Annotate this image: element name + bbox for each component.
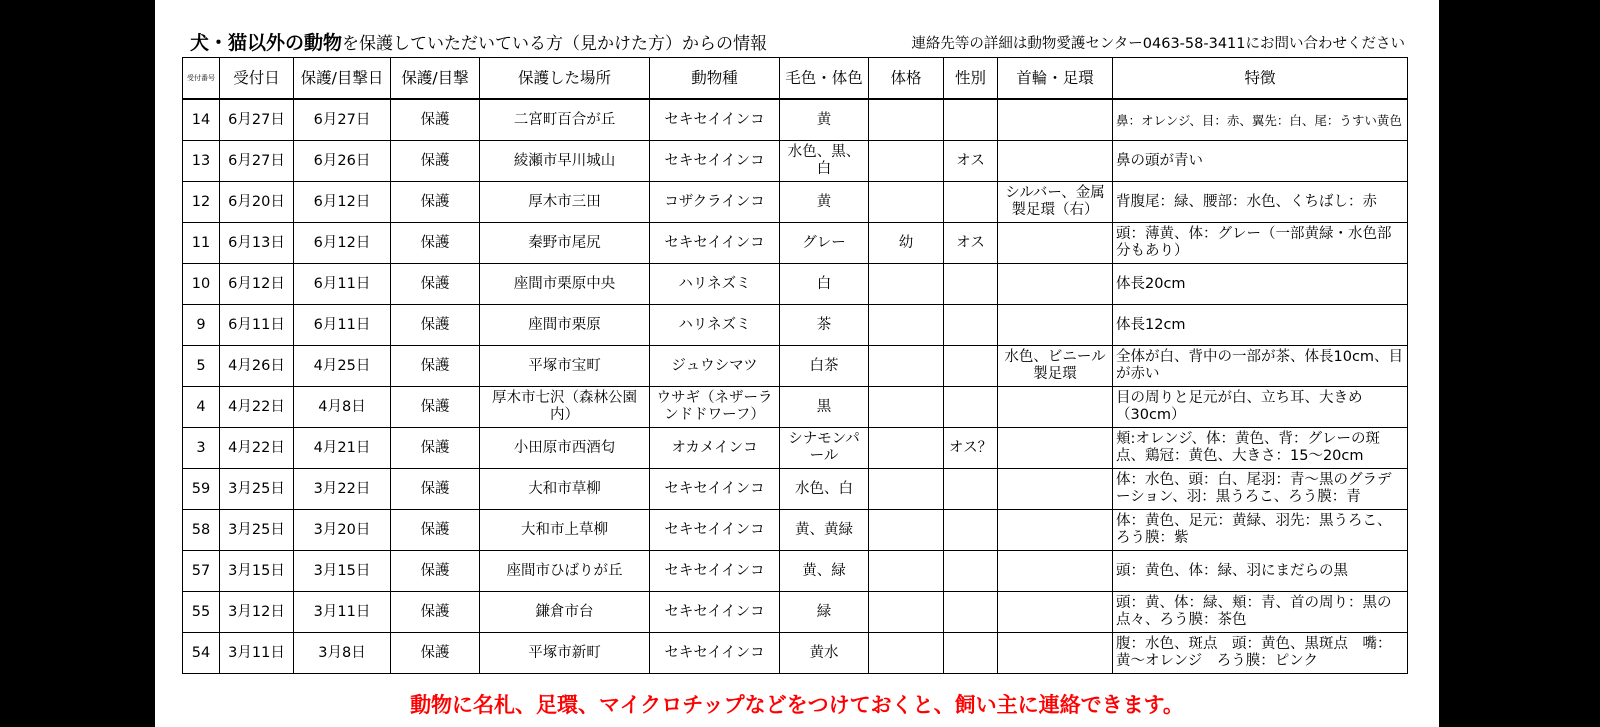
- table-cell: [944, 387, 998, 428]
- table-cell: 大和市上草柳: [480, 510, 650, 551]
- table-cell: 小田原市西酒匂: [480, 428, 650, 469]
- table-cell: 10: [183, 264, 220, 305]
- table-cell: オカメインコ: [650, 428, 780, 469]
- table-cell: [944, 510, 998, 551]
- table-cell: 3月8日: [294, 633, 391, 674]
- table-cell: シナモンパール: [780, 428, 869, 469]
- table-cell: 3月25日: [220, 469, 294, 510]
- header-cell: 保護/目撃: [391, 58, 480, 100]
- table-cell: [998, 633, 1113, 674]
- table-cell: [869, 592, 944, 633]
- table-cell: [944, 592, 998, 633]
- table-cell: 9: [183, 305, 220, 346]
- table-cell: 厚木市三田: [480, 182, 650, 223]
- table-cell: 全体が白、背中の一部が茶、体長10cm、目が赤い: [1113, 346, 1408, 387]
- table-cell: 6月27日: [220, 141, 294, 182]
- table-cell: 保護: [391, 264, 480, 305]
- table-cell: 保護: [391, 141, 480, 182]
- table-cell: セキセイインコ: [650, 510, 780, 551]
- table-row: [183, 305, 1408, 346]
- table-cell: 57: [183, 551, 220, 592]
- table-cell: 体長12cm: [1113, 305, 1408, 346]
- table-cell: [869, 551, 944, 592]
- table-cell: シルバー、金属製足環（右）: [998, 182, 1113, 223]
- table-cell: 6月12日: [294, 223, 391, 264]
- table-cell: [998, 387, 1113, 428]
- table-cell: 二宮町百合が丘: [480, 99, 650, 141]
- table-cell: 保護: [391, 592, 480, 633]
- table-cell: 4月22日: [220, 387, 294, 428]
- animal-info-table: [182, 57, 1408, 674]
- table-cell: 保護: [391, 223, 480, 264]
- table-row: [183, 633, 1408, 674]
- table-cell: 4月26日: [220, 346, 294, 387]
- table-cell: 黄: [780, 182, 869, 223]
- contact-info: 連絡先等の詳細は動物愛護センター0463-58-3411にお問い合わせください: [911, 36, 1405, 52]
- table-cell: セキセイインコ: [650, 223, 780, 264]
- table-cell: [998, 469, 1113, 510]
- table-cell: 6月12日: [294, 182, 391, 223]
- table-cell: 6月20日: [220, 182, 294, 223]
- table-cell: 6月11日: [294, 305, 391, 346]
- table-row: [183, 141, 1408, 182]
- table-cell: オス: [944, 141, 998, 182]
- document-page: [155, 0, 1439, 727]
- table-cell: [869, 305, 944, 346]
- table-cell: 6月27日: [294, 99, 391, 141]
- table-cell: [869, 633, 944, 674]
- table-cell: [944, 182, 998, 223]
- table-cell: [998, 264, 1113, 305]
- table-cell: 白: [780, 264, 869, 305]
- header-cell: 体格: [869, 58, 944, 100]
- table-cell: 保護: [391, 346, 480, 387]
- table-cell: 目の周りと足元が白、立ち耳、大きめ（30cm）: [1113, 387, 1408, 428]
- table-row: [183, 510, 1408, 551]
- table-cell: 平塚市新町: [480, 633, 650, 674]
- table-cell: 4: [183, 387, 220, 428]
- table-row: [183, 428, 1408, 469]
- table-cell: 厚木市七沢（森林公園内）: [480, 387, 650, 428]
- table-cell: 頬:オレンジ、体：黄色、背：グレーの斑点、鶏冠：黄色、大きさ：15～20cm: [1113, 428, 1408, 469]
- table-cell: 黄、緑: [780, 551, 869, 592]
- table-cell: 保護: [391, 428, 480, 469]
- table-cell: 3月11日: [220, 633, 294, 674]
- table-row: [183, 592, 1408, 633]
- table-cell: 鼻：オレンジ、目：赤、翼先：白、尾：うすい黄色: [1113, 99, 1408, 141]
- header-cell: 保護/目撃日: [294, 58, 391, 100]
- table-cell: ウサギ（ネザーランドドワーフ）: [650, 387, 780, 428]
- table-cell: [944, 264, 998, 305]
- table-cell: 3月15日: [294, 551, 391, 592]
- table-cell: [869, 264, 944, 305]
- table-cell: [998, 510, 1113, 551]
- table-row: [183, 223, 1408, 264]
- table-cell: 3月15日: [220, 551, 294, 592]
- table-cell: 秦野市尾尻: [480, 223, 650, 264]
- header-row: [183, 58, 1408, 100]
- header-cell: 動物種: [650, 58, 780, 100]
- table-row: [183, 264, 1408, 305]
- table-cell: [869, 428, 944, 469]
- header-cell: 性別: [944, 58, 998, 100]
- table-cell: 13: [183, 141, 220, 182]
- table-cell: [944, 633, 998, 674]
- table-cell: 6月11日: [294, 264, 391, 305]
- table-cell: セキセイインコ: [650, 99, 780, 141]
- table-cell: 54: [183, 633, 220, 674]
- table-cell: [998, 141, 1113, 182]
- header-cell: 毛色・体色: [780, 58, 869, 100]
- table-cell: [998, 223, 1113, 264]
- table-cell: 14: [183, 99, 220, 141]
- table-cell: セキセイインコ: [650, 592, 780, 633]
- table-row: [183, 346, 1408, 387]
- table-cell: 白茶: [780, 346, 869, 387]
- table-cell: 水色、白: [780, 469, 869, 510]
- table-cell: 59: [183, 469, 220, 510]
- table-cell: ハリネズミ: [650, 264, 780, 305]
- table-row: [183, 99, 1408, 141]
- table-cell: コザクラインコ: [650, 182, 780, 223]
- table-cell: セキセイインコ: [650, 551, 780, 592]
- header-cell: 特徴: [1113, 58, 1408, 100]
- table-cell: 座間市栗原中央: [480, 264, 650, 305]
- table-cell: 3月20日: [294, 510, 391, 551]
- table-cell: ハリネズミ: [650, 305, 780, 346]
- table-cell: [998, 99, 1113, 141]
- table-cell: 4月8日: [294, 387, 391, 428]
- table-cell: 4月22日: [220, 428, 294, 469]
- table-cell: 綾瀬市早川城山: [480, 141, 650, 182]
- table-cell: [869, 346, 944, 387]
- header-cell: 受付日: [220, 58, 294, 100]
- table-cell: ジュウシマツ: [650, 346, 780, 387]
- table-cell: 3: [183, 428, 220, 469]
- table-cell: 水色、黒、白: [780, 141, 869, 182]
- table-cell: [869, 182, 944, 223]
- table-cell: 3月11日: [294, 592, 391, 633]
- table-cell: 頭：黄、体：緑、頬：青、首の周り：黒の点々、ろう膜：茶色: [1113, 592, 1408, 633]
- header-cell: 保護した場所: [480, 58, 650, 100]
- table-cell: 緑: [780, 592, 869, 633]
- table-cell: 頭：黄色、体：緑、羽にまだらの黒: [1113, 551, 1408, 592]
- table-cell: 体：黄色、足元：黄緑、羽先：黒うろこ、ろう膜：紫: [1113, 510, 1408, 551]
- table-cell: 保護: [391, 387, 480, 428]
- table-cell: 黄: [780, 99, 869, 141]
- table-cell: 11: [183, 223, 220, 264]
- notice-text: 動物に名札、足環、マイクロチップなどをつけておくと、飼い主に連絡できます。: [410, 693, 1184, 717]
- table-row: [183, 469, 1408, 510]
- table-cell: 保護: [391, 633, 480, 674]
- table-cell: 4月21日: [294, 428, 391, 469]
- table-cell: 平塚市宝町: [480, 346, 650, 387]
- table-cell: セキセイインコ: [650, 469, 780, 510]
- table-cell: 5: [183, 346, 220, 387]
- table-cell: 保護: [391, 305, 480, 346]
- table-cell: 12: [183, 182, 220, 223]
- title-emphasis: 犬・猫以外の動物: [190, 32, 343, 54]
- table-cell: グレー: [780, 223, 869, 264]
- table-cell: [998, 305, 1113, 346]
- table-cell: [869, 141, 944, 182]
- table-cell: 座間市ひばりが丘: [480, 551, 650, 592]
- table-cell: セキセイインコ: [650, 633, 780, 674]
- table-cell: 保護: [391, 551, 480, 592]
- table-cell: 鎌倉市台: [480, 592, 650, 633]
- table-cell: 座間市栗原: [480, 305, 650, 346]
- table-cell: オス: [944, 223, 998, 264]
- table-cell: 黒: [780, 387, 869, 428]
- table-cell: 58: [183, 510, 220, 551]
- table-cell: 保護: [391, 99, 480, 141]
- table-cell: 大和市草柳: [480, 469, 650, 510]
- table-cell: 体長20cm: [1113, 264, 1408, 305]
- table-cell: [869, 469, 944, 510]
- table-cell: 体：水色、頭：白、尾羽：青～黒のグラデーション、羽：黒うろこ、ろう膜：青: [1113, 469, 1408, 510]
- table-cell: [998, 428, 1113, 469]
- table-cell: [869, 510, 944, 551]
- table-cell: 背腹尾：緑、腰部：水色、くちばし：赤: [1113, 182, 1408, 223]
- table-cell: 保護: [391, 182, 480, 223]
- table-cell: [944, 551, 998, 592]
- table-cell: [998, 592, 1113, 633]
- table-cell: 幼: [869, 223, 944, 264]
- table-cell: [998, 551, 1113, 592]
- table-cell: [944, 99, 998, 141]
- table-cell: 茶: [780, 305, 869, 346]
- table-cell: [944, 469, 998, 510]
- table-cell: [869, 99, 944, 141]
- table-cell: 頭：薄黄、体：グレー（一部黄緑・水色部分もあり）: [1113, 223, 1408, 264]
- header-cell: 首輪・足環: [998, 58, 1113, 100]
- table-cell: 3月12日: [220, 592, 294, 633]
- table-cell: [944, 305, 998, 346]
- table-cell: 6月13日: [220, 223, 294, 264]
- table-cell: 3月25日: [220, 510, 294, 551]
- table-cell: [944, 346, 998, 387]
- table-cell: 保護: [391, 469, 480, 510]
- table-cell: 6月11日: [220, 305, 294, 346]
- table-cell: オス？: [944, 428, 998, 469]
- table-cell: 保護: [391, 510, 480, 551]
- table-cell: 6月26日: [294, 141, 391, 182]
- table-cell: 水色、ビニール製足環: [998, 346, 1113, 387]
- table-cell: 黄、黄緑: [780, 510, 869, 551]
- table-row: [183, 551, 1408, 592]
- table-cell: 3月22日: [294, 469, 391, 510]
- table-cell: 6月12日: [220, 264, 294, 305]
- table-cell: 黄水: [780, 633, 869, 674]
- table-cell: セキセイインコ: [650, 141, 780, 182]
- table-cell: 6月27日: [220, 99, 294, 141]
- table-cell: 4月25日: [294, 346, 391, 387]
- table-row: [183, 182, 1408, 223]
- table-cell: 鼻の頭が青い: [1113, 141, 1408, 182]
- title-text: を保護していただいている方（見かけた方）からの情報: [342, 34, 768, 54]
- title-bar: [190, 28, 1405, 54]
- table-cell: 55: [183, 592, 220, 633]
- table-cell: 腹：水色、斑点 頭：黄色、黒斑点 嘴：黄～オレンジ ろう膜：ピンク: [1113, 633, 1408, 674]
- table-cell: [869, 387, 944, 428]
- table-row: [183, 387, 1408, 428]
- header-cell: 受付番号: [183, 58, 220, 100]
